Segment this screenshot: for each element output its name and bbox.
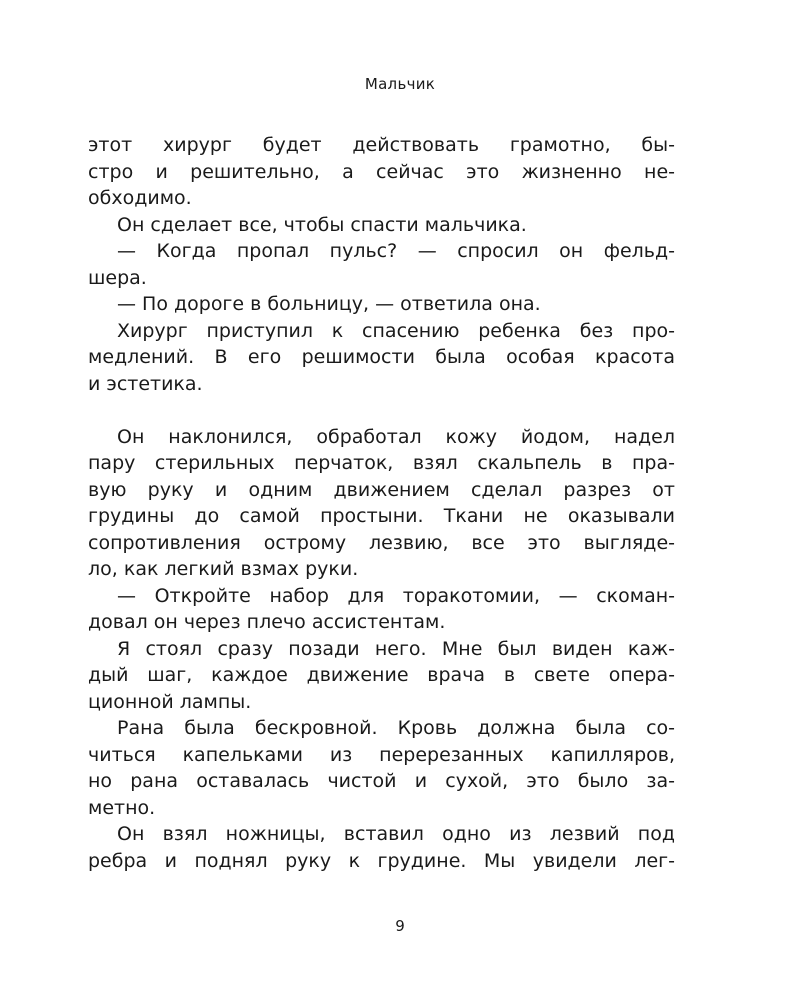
text-line: Хирург приступил к спасению ребенка без про- [117, 319, 675, 342]
text-line: дый шаг, каждое движение врача в свете опера- [88, 664, 675, 686]
text-line: довал он через плечо ассистентам. [88, 611, 446, 633]
text-line: — По дороге в больницу, — ответила она. [117, 293, 541, 315]
text-line: читься капельками из перерезанных капилляров, [88, 743, 675, 766]
text-line: шера. [88, 266, 147, 289]
text-line: ребра и поднял руку к грудине. Мы увидели лег- [88, 849, 675, 872]
text-line: сопротивления острому лезвию, все это выгляде- [88, 531, 675, 554]
text-line: метно. [88, 796, 156, 819]
text-line: обходимо. [88, 187, 192, 209]
text-line: вую руку и одним движением сделал разрез от [88, 478, 675, 501]
text-line: — Когда пропал пульс? — спросил он фельд- [117, 240, 675, 262]
body-text [88, 132, 675, 874]
page-number: 9 [395, 917, 405, 935]
text-line: Он сделает все, чтобы спасти мальчика. [117, 213, 527, 236]
section-break [88, 397, 675, 424]
text-line: Он взял ножницы, вставил одно из лезвий под [117, 823, 675, 845]
text-line: Я стоял сразу позади него. Мне был виден каж- [117, 637, 675, 660]
text-line: ционной лампы. [88, 690, 252, 713]
text-line: пару стерильных перчаток, взял скальпель в пра- [88, 452, 675, 474]
text-line: и эстетика. [88, 372, 203, 395]
text-line: Он наклонился, обработал кожу йодом, надел [117, 425, 675, 448]
text-line: стро и решительно, а сейчас это жизненно не- [88, 160, 675, 183]
text-line: грудины до самой простыни. Ткани не оказывали [88, 505, 675, 527]
text-line: ло, как легкий взмах руки. [88, 558, 359, 580]
text-line: этот хирург будет действовать грамотно, бы- [88, 134, 675, 156]
text-line: медлений. В его решимости была особая красота [88, 346, 675, 368]
text-line: Рана была бескровной. Кровь должна была со- [117, 717, 675, 739]
text-line: — Откройте набор для торакотомии, — скоман- [117, 584, 675, 607]
text-line: но рана оставалась чистой и сухой, это было за- [88, 770, 675, 792]
running-title: Мальчик [364, 75, 436, 93]
